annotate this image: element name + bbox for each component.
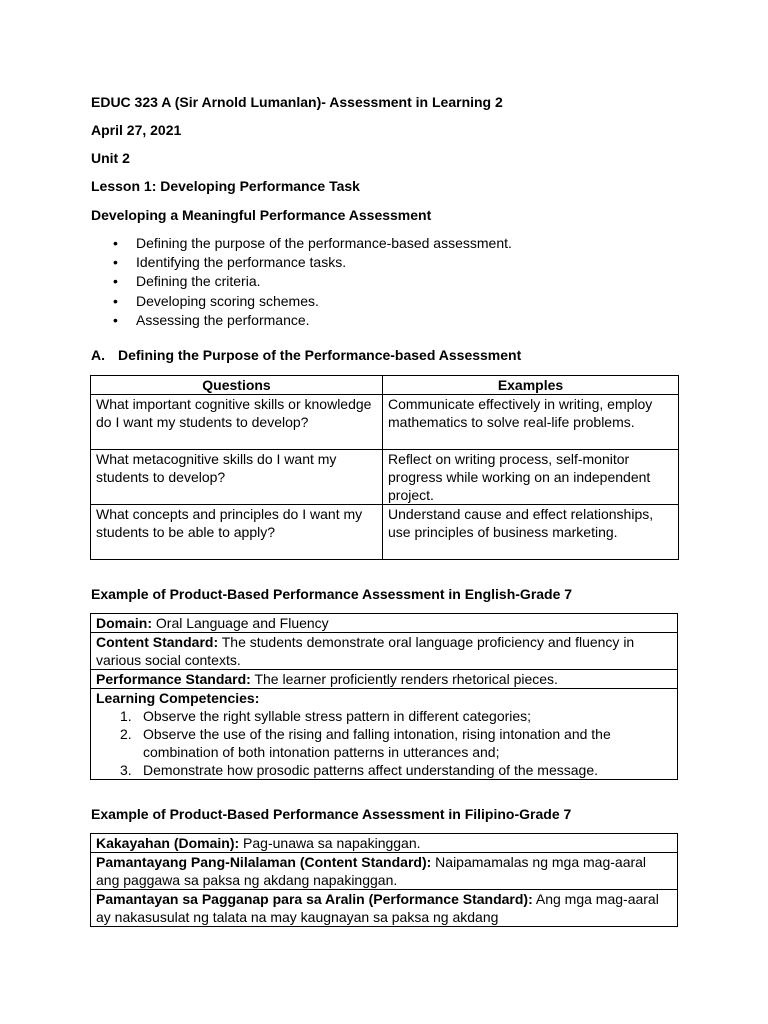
list-number: 3. xyxy=(120,762,132,778)
domain-value: Oral Language and Fluency xyxy=(152,615,329,631)
table-row xyxy=(91,670,678,689)
list-text: Observe the use of the rising and falling intonation, rising intonation and the combination of both intonation patterns in utterances and; xyxy=(143,726,611,760)
section-title: Developing a Meaningful Performance Assessment xyxy=(91,207,432,223)
list-item: • Assessing the performance. xyxy=(91,311,512,330)
table-row xyxy=(91,853,678,890)
performance-standard-value: Ang mga mag-aaral ay nakasusulat ng talata na may kaugnayan sa paksa ng akdang xyxy=(96,891,659,925)
table-row xyxy=(91,633,678,670)
list-item xyxy=(96,725,672,761)
domain-label: Domain: xyxy=(96,615,152,631)
competencies-cell xyxy=(91,689,678,780)
table-row xyxy=(91,834,678,853)
table-header-row xyxy=(91,376,679,395)
table-row xyxy=(91,890,678,927)
table-row xyxy=(91,505,679,560)
column-header: Questions xyxy=(91,376,383,395)
english-table xyxy=(90,613,678,780)
filipino-example-title: Example of Product-Based Performance Assessment in Filipino-Grade 7 xyxy=(91,806,572,822)
performance-standard-label: Performance Standard: xyxy=(96,671,251,687)
performance-standard-cell xyxy=(91,890,678,927)
list-item xyxy=(96,761,672,779)
list-number: 1. xyxy=(120,708,132,724)
section-a-title: Defining the Purpose of the Performance-based Assessment xyxy=(118,347,522,363)
domain-value: Pag-unawa sa napakinggan. xyxy=(239,835,421,851)
date: April 27, 2021 xyxy=(91,122,182,138)
table-cell: Communicate effectively in writing, employ mathematics to solve real-life problems. xyxy=(383,395,679,450)
competencies-list xyxy=(96,707,672,779)
list-item: • Developing scoring schemes. xyxy=(91,292,512,311)
bullet-list xyxy=(91,234,512,330)
section-a-letter: A. xyxy=(91,347,105,363)
domain-cell xyxy=(91,834,678,853)
content-standard-value: Naipamamalas ng mga mag-aaral ang paggawa sa paksa ng akdang napakinggan. xyxy=(96,854,647,888)
performance-standard-cell xyxy=(91,670,678,689)
list-number: 2. xyxy=(120,726,132,742)
list-item: • Defining the criteria. xyxy=(91,272,512,291)
table-row xyxy=(91,614,678,633)
table-cell: What important cognitive skills or knowledge do I want my students to develop? xyxy=(91,395,383,450)
content-standard-label: Content Standard: xyxy=(96,634,219,650)
list-item: • Identifying the performance tasks. xyxy=(91,253,512,272)
filipino-table xyxy=(90,833,678,927)
purpose-table xyxy=(90,375,679,560)
table-row xyxy=(91,395,679,450)
domain-cell xyxy=(91,614,678,633)
list-item xyxy=(96,707,672,725)
table-cell: What metacognitive skills do I want my students to develop? xyxy=(91,450,383,505)
performance-standard-value: The learner proficiently renders rhetorical pieces. xyxy=(250,671,558,687)
lesson-title: Lesson 1: Developing Performance Task xyxy=(91,178,360,194)
unit-title: Unit 2 xyxy=(91,150,130,166)
table-row xyxy=(91,450,679,505)
performance-standard-label: Pamantayan sa Pagganap para sa Aralin (Performance Standard): xyxy=(96,891,533,907)
content-standard-label: Pamantayang Pang-Nilalaman (Content Standard): xyxy=(96,854,432,870)
domain-label: Kakayahan (Domain): xyxy=(96,835,240,851)
english-example-title: Example of Product-Based Performance Assessment in English-Grade 7 xyxy=(91,586,573,602)
content-standard-cell xyxy=(91,853,678,890)
section-a-heading xyxy=(91,346,522,364)
competencies-label: Learning Competencies: xyxy=(96,690,260,706)
list-text: Demonstrate how prosodic patterns affect understanding of the message. xyxy=(143,762,599,778)
list-text: Observe the right syllable stress pattern in different categories; xyxy=(143,708,532,724)
content-standard-value: The students demonstrate oral language proficiency and fluency in various social contexts. xyxy=(96,634,635,668)
table-cell: Reflect on writing process, self-monitor progress while working on an independent project. xyxy=(383,450,679,505)
table-cell: Understand cause and effect relationships, use principles of business marketing. xyxy=(383,505,679,560)
list-item: • Defining the purpose of the performance-based assessment. xyxy=(91,234,512,253)
table-row xyxy=(91,689,678,780)
column-header: Examples xyxy=(383,376,679,395)
table-cell: What concepts and principles do I want my students to be able to apply? xyxy=(91,505,383,560)
content-standard-cell xyxy=(91,633,678,670)
course-title: EDUC 323 A (Sir Arnold Lumanlan)- Assessment in Learning 2 xyxy=(91,94,503,110)
